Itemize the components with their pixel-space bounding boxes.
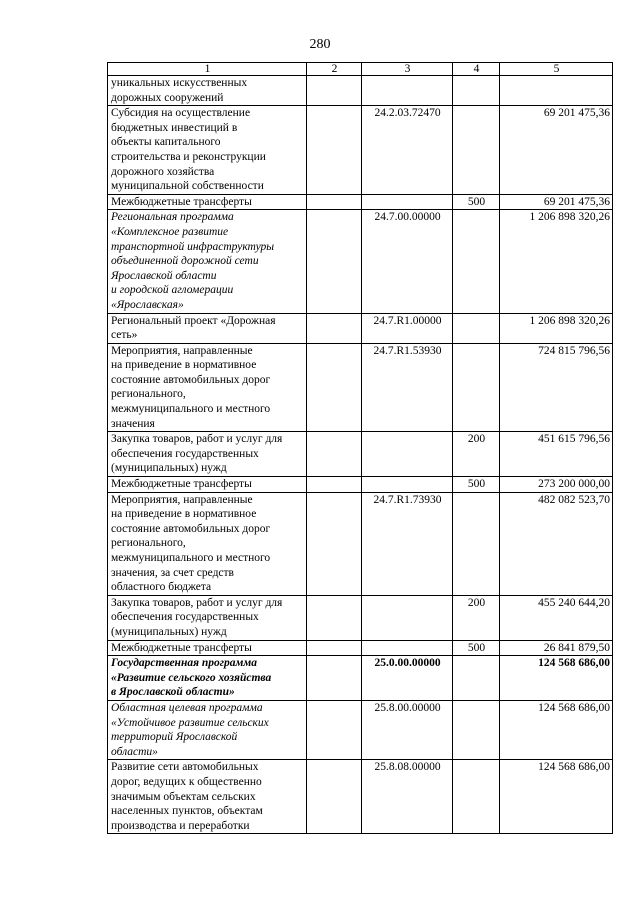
header-col-5: 5 [500,63,613,76]
row-type-text: 200 [467,596,486,609]
row-amount-text: 455 240 644,20 [538,596,610,609]
table-row [108,76,613,106]
row-amount-cell [500,194,613,210]
row-amount-text: 124 568 686,00 [538,657,610,670]
row-name-text: Субсидия на осуществление бюджетных инвестиций в объекты капитального строительства и реконструкции дорожного хозяйства муниципальной собственности [111,107,266,193]
row-name-cell [108,477,307,493]
table-row [108,106,613,195]
row-code-cell [362,210,453,313]
table-row [108,492,613,595]
row-name-text: уникальных искусственных дорожных сооружений [111,77,248,104]
table-row [108,656,613,701]
row-amount-text: 482 082 523,70 [538,493,610,506]
row-code-cell [362,432,453,477]
row-code-cell [362,700,453,759]
row-name-cell [108,700,307,759]
row-type-text: 200 [467,433,486,446]
header-col-1: 1 [108,63,307,76]
row-type-cell [453,106,500,195]
row-amount-text: 451 615 796,56 [538,433,610,446]
row-col2-cell [307,595,362,640]
row-amount-cell [500,432,613,477]
header-col-3: 3 [362,63,453,76]
row-code-cell [362,656,453,701]
row-name-text: Межбюджетные трансферты [111,195,252,208]
row-col2-cell [307,432,362,477]
row-type-cell [453,194,500,210]
row-code-cell [362,194,453,210]
table-row [108,700,613,759]
row-col2-cell [307,760,362,834]
row-name-cell [108,432,307,477]
table-row [108,760,613,834]
row-amount-text: 26 841 879,50 [543,641,610,654]
row-col2-cell [307,700,362,759]
row-code-text: 24.7.R1.73930 [373,493,442,506]
row-code-text: 24.7.R1.00000 [373,314,442,327]
row-amount-cell [500,492,613,595]
row-name-text: Государственная программа «Развитие сельского хозяйства в Ярославской области» [111,657,272,699]
row-col2-cell [307,313,362,343]
row-amount-text: 1 206 898 320,26 [529,211,610,224]
row-code-cell [362,760,453,834]
row-name-cell [108,313,307,343]
row-code-cell [362,313,453,343]
row-amount-text: 69 201 475,36 [543,195,610,208]
row-code-cell [362,76,453,106]
row-col2-cell [307,656,362,701]
row-name-text: Развитие сети автомобильных дорог, ведущих к общественно значимым объектам сельских населенных пунктов, объектам производства и переработки [111,761,263,832]
row-type-cell [453,477,500,493]
row-col2-cell [307,76,362,106]
table-row [108,343,613,432]
row-code-cell [362,492,453,595]
row-type-cell [453,313,500,343]
row-amount-cell [500,313,613,343]
table-row [108,595,613,640]
row-name-cell [108,656,307,701]
table-header-row [108,63,613,76]
row-amount-cell [500,760,613,834]
row-type-text: 500 [467,478,486,491]
row-amount-cell [500,640,613,656]
row-name-cell [108,640,307,656]
row-code-text: 25.8.00.00000 [374,701,441,714]
row-col2-cell [307,194,362,210]
row-type-text: 500 [467,641,486,654]
table-row [108,194,613,210]
row-name-cell [108,210,307,313]
row-code-cell [362,477,453,493]
table-row [108,313,613,343]
row-col2-cell [307,106,362,195]
row-name-cell [108,343,307,432]
table-row [108,477,613,493]
row-type-cell [453,343,500,432]
row-amount-cell [500,477,613,493]
row-col2-cell [307,477,362,493]
row-code-text: 25.0.00.00000 [374,657,441,670]
row-code-text: 25.8.08.00000 [374,761,441,774]
table-row [108,432,613,477]
row-type-cell [453,76,500,106]
row-type-text: 500 [467,195,486,208]
row-type-cell [453,432,500,477]
row-amount-text: 1 206 898 320,26 [529,314,610,327]
row-name-text: Закупка товаров, работ и услуг для обеспечения государственных (муниципальных) нужд [111,596,283,638]
row-amount-cell [500,595,613,640]
row-code-text: 24.2.03.72470 [374,107,441,120]
budget-table [107,62,613,834]
row-name-text: Региональный проект «Дорожная сеть» [111,314,276,342]
row-col2-cell [307,640,362,656]
row-col2-cell [307,492,362,595]
row-type-cell [453,210,500,313]
row-code-cell [362,640,453,656]
row-name-cell [108,760,307,834]
row-name-cell [108,106,307,195]
row-amount-cell [500,106,613,195]
row-amount-text: 69 201 475,36 [543,107,610,120]
header-col-4: 4 [453,63,500,76]
row-code-text: 24.7.00.00000 [374,211,441,224]
table-row [108,640,613,656]
row-name-text: Межбюджетные трансферты [111,641,252,654]
header-col-2: 2 [307,63,362,76]
row-amount-text: 124 568 686,00 [538,701,610,714]
row-type-cell [453,492,500,595]
row-amount-cell [500,343,613,432]
row-amount-cell [500,76,613,106]
row-amount-text: 124 568 686,00 [538,761,610,774]
row-name-cell [108,76,307,106]
row-name-cell [108,595,307,640]
row-name-text: Закупка товаров, работ и услуг для обеспечения государственных (муниципальных) нужд [111,433,283,475]
row-type-cell [453,595,500,640]
row-amount-text: 273 200 000,00 [538,478,610,491]
row-code-cell [362,106,453,195]
row-type-cell [453,640,500,656]
row-amount-text: 724 815 796,56 [538,344,610,357]
row-type-cell [453,656,500,701]
row-amount-cell [500,700,613,759]
row-amount-cell [500,210,613,313]
row-name-text: Региональная программа «Комплексное развитие транспортной инфраструктуры объединенной дорожной сети Ярославской области и городской агломерации «Ярославская» [111,211,275,311]
table-body [108,76,613,834]
row-name-cell [108,492,307,595]
row-name-text: Межбюджетные трансферты [111,478,252,491]
row-type-cell [453,700,500,759]
table-row [108,210,613,313]
row-code-cell [362,595,453,640]
row-code-text: 24.7.R1.53930 [373,344,442,357]
row-col2-cell [307,343,362,432]
row-name-cell [108,194,307,210]
row-code-cell [362,343,453,432]
row-name-text: Областная целевая программа «Устойчивое развитие сельских территорий Ярославской области» [111,701,269,758]
row-type-cell [453,760,500,834]
row-col2-cell [307,210,362,313]
row-name-text: Мероприятия, направленные на приведение в нормативное состояние автомобильных дорог регионального, межмуниципального и местного значения [111,344,271,430]
row-amount-cell [500,656,613,701]
page-number: 280 [309,37,331,52]
row-name-text: Мероприятия, направленные на приведение в нормативное состояние автомобильных дорог регионального, межмуниципального и местного значения, за счет средств областного бюджета [111,493,271,594]
